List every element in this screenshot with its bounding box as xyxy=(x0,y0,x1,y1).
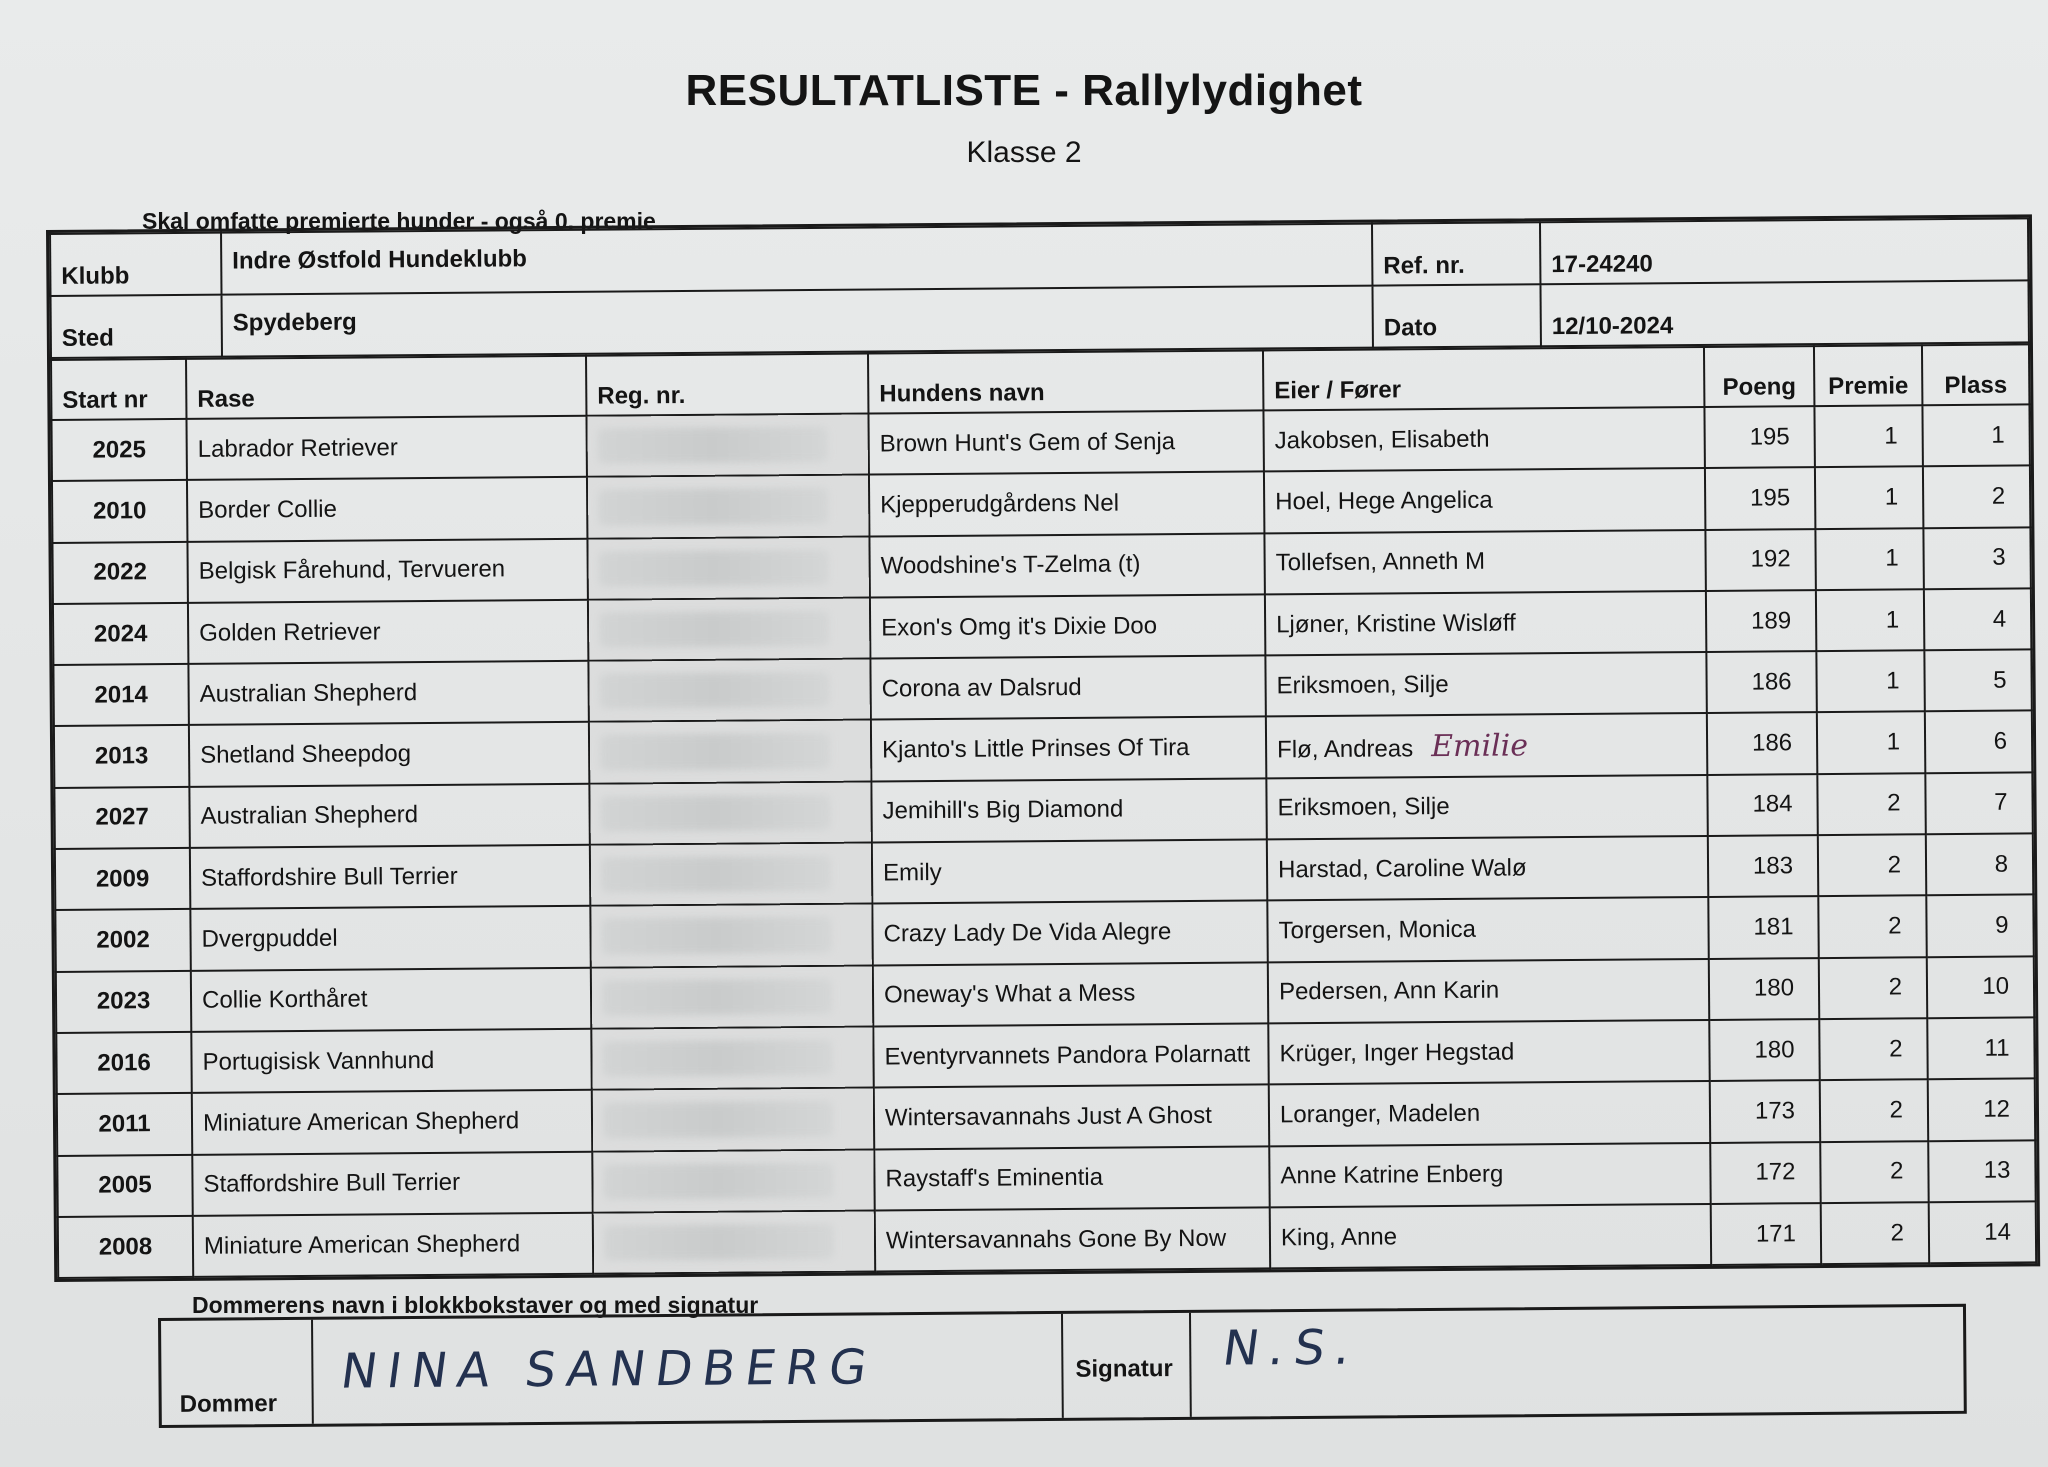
dato-label: Dato xyxy=(1372,284,1540,347)
start-nr: 2027 xyxy=(54,787,189,849)
reg-nr-redacted xyxy=(587,475,869,539)
rase: Miniature American Shepherd xyxy=(192,1090,592,1154)
klubb-label: Klubb xyxy=(50,233,221,296)
premie: 2 xyxy=(1817,773,1925,835)
rase: Dvergpuddel xyxy=(190,906,590,970)
plass: 12 xyxy=(1928,1079,2035,1141)
rase: Australian Shepherd xyxy=(189,784,589,848)
rase: Labrador Retriever xyxy=(186,416,586,480)
rase: Collie Korthåret xyxy=(191,967,591,1031)
hundens-navn: Kjepperudgårdens Nel xyxy=(869,472,1264,536)
start-nr: 2024 xyxy=(53,603,188,665)
premie: 2 xyxy=(1818,834,1926,896)
poeng: 173 xyxy=(1710,1080,1820,1142)
reg-nr-redacted xyxy=(588,597,870,661)
reg-nr-redacted xyxy=(590,904,872,968)
hundens-navn: Eventyrvannets Pandora Polarnatt xyxy=(873,1023,1268,1087)
judge-box xyxy=(158,1304,1967,1428)
judge-caption: Dommerens navn i blokkbokstaver og med signatur xyxy=(192,1292,759,1318)
klubb-value: Indre Østfold Hundeklubb xyxy=(221,224,1372,295)
dommer-label: Dommer xyxy=(179,1390,278,1418)
col-reg: Reg. nr. xyxy=(586,354,868,416)
poeng: 183 xyxy=(1708,835,1818,897)
start-nr: 2009 xyxy=(55,848,190,910)
plass: 7 xyxy=(1925,772,2032,834)
class-subtitle: Klasse 2 xyxy=(966,136,1082,169)
start-nr: 2013 xyxy=(54,725,189,787)
rase: Shetland Sheepdog xyxy=(189,722,589,786)
eier-forer: Anne Katrine Enberg xyxy=(1269,1143,1710,1208)
start-nr: 2011 xyxy=(57,1093,192,1155)
signatur-label-cell xyxy=(1061,1313,1192,1418)
instruction-note: Skal omfatte premierte hunder - også 0. premie xyxy=(142,208,656,234)
col-poeng: Poeng xyxy=(1704,346,1814,407)
reg-nr-redacted xyxy=(589,781,871,845)
premie: 2 xyxy=(1819,1018,1927,1080)
col-start: Start nr xyxy=(51,359,186,420)
reg-nr-redacted xyxy=(592,1149,874,1213)
eier-forer: Krüger, Inger Hegstad xyxy=(1268,1020,1709,1085)
reg-nr-redacted xyxy=(593,1210,875,1274)
poeng: 189 xyxy=(1706,590,1816,652)
plass: 8 xyxy=(1926,833,2033,895)
rase: Australian Shepherd xyxy=(188,661,588,725)
start-nr: 2014 xyxy=(53,664,188,726)
premie: 1 xyxy=(1815,467,1923,529)
start-nr: 2022 xyxy=(52,541,187,603)
dommer-value-cell xyxy=(311,1314,1064,1424)
premie: 2 xyxy=(1818,896,1926,958)
plass: 3 xyxy=(1923,527,2030,589)
reg-nr-redacted xyxy=(591,1026,873,1090)
hundens-navn: Emily xyxy=(872,840,1267,904)
plass: 10 xyxy=(1927,956,2034,1018)
ref-value: 17-24240 xyxy=(1540,218,2028,284)
premie: 2 xyxy=(1820,1080,1928,1142)
hundens-navn: Corona av Dalsrud xyxy=(870,656,1265,720)
rase: Staffordshire Bull Terrier xyxy=(192,1151,592,1215)
plass: 9 xyxy=(1926,895,2033,957)
col-plass: Plass xyxy=(1922,344,2029,405)
hundens-navn: Jemihill's Big Diamond xyxy=(871,778,1266,842)
dommer-handwritten-name: NINA SANDBERG xyxy=(337,1339,881,1400)
eier-forer: Jakobsen, Elisabeth xyxy=(1263,407,1704,472)
premie: 2 xyxy=(1819,957,1927,1019)
hundens-navn: Raystaff's Eminentia xyxy=(874,1146,1269,1210)
plass: 6 xyxy=(1925,711,2032,773)
premie: 2 xyxy=(1820,1141,1928,1203)
ref-label: Ref. nr. xyxy=(1372,222,1540,285)
signatur-label: Signatur xyxy=(1075,1355,1173,1383)
premie: 1 xyxy=(1817,712,1925,774)
premie: 1 xyxy=(1814,405,1922,467)
rase: Portugisisk Vannhund xyxy=(191,1029,591,1093)
poeng: 184 xyxy=(1707,774,1817,836)
plass: 4 xyxy=(1924,588,2031,650)
results-body xyxy=(51,404,2036,1278)
rase: Belgisk Fårehund, Tervueren xyxy=(187,538,587,602)
eier-forer: King, Anne xyxy=(1270,1204,1711,1269)
eier-forer: Loranger, Madelen xyxy=(1269,1081,1710,1146)
start-nr: 2023 xyxy=(56,971,191,1033)
premie: 1 xyxy=(1816,589,1924,651)
poeng: 195 xyxy=(1705,467,1815,529)
plass: 14 xyxy=(1929,1201,2036,1263)
hundens-navn: Wintersavannahs Gone By Now xyxy=(875,1207,1270,1271)
plass: 1 xyxy=(1922,404,2029,466)
poeng: 180 xyxy=(1709,958,1819,1020)
start-nr: 2025 xyxy=(51,419,186,481)
reg-nr-redacted xyxy=(590,843,872,907)
sted-value: Spydeberg xyxy=(222,286,1373,357)
reg-nr-redacted xyxy=(587,536,869,600)
hundens-navn: Exon's Omg it's Dixie Doo xyxy=(870,594,1265,658)
eier-forer: Tollefsen, Anneth M xyxy=(1264,530,1705,595)
premie: 1 xyxy=(1815,528,1923,590)
reg-nr-redacted xyxy=(589,720,871,784)
plass: 5 xyxy=(1924,650,2031,712)
hundens-navn: Woodshine's T-Zelma (t) xyxy=(869,533,1264,597)
eier-forer: Hoel, Hege Angelica xyxy=(1264,468,1705,533)
reg-nr-redacted xyxy=(591,965,873,1029)
hundens-navn: Wintersavannahs Just A Ghost xyxy=(874,1085,1269,1149)
rase: Golden Retriever xyxy=(188,600,588,664)
col-premie: Premie xyxy=(1814,345,1922,406)
col-rase: Rase xyxy=(186,356,586,419)
handwritten-note: Emilie xyxy=(1431,728,1529,764)
poeng: 172 xyxy=(1710,1142,1820,1204)
hundens-navn: Brown Hunt's Gem of Senja xyxy=(868,410,1263,474)
hundens-navn: Oneway's What a Mess xyxy=(873,962,1268,1026)
poeng: 186 xyxy=(1706,651,1816,713)
document-title: RESULTATLISTE - Rallylydighet xyxy=(685,66,1363,115)
premie: 1 xyxy=(1816,650,1924,712)
plass: 13 xyxy=(1928,1140,2035,1202)
start-nr: 2010 xyxy=(52,480,187,542)
reg-nr-redacted xyxy=(588,659,870,723)
eier-forer: Eriksmoen, Silje xyxy=(1266,775,1707,840)
plass: 11 xyxy=(1927,1017,2034,1079)
poeng: 192 xyxy=(1705,529,1815,591)
eier-forer: Flø, Andreas xyxy=(1277,734,1414,763)
poeng: 195 xyxy=(1704,406,1814,468)
rase: Staffordshire Bull Terrier xyxy=(190,845,590,909)
rase: Miniature American Shepherd xyxy=(193,1213,593,1277)
start-nr: 2008 xyxy=(58,1216,193,1278)
poeng: 181 xyxy=(1708,896,1818,958)
rase: Border Collie xyxy=(187,477,587,541)
eier-forer: Pedersen, Ann Karin xyxy=(1268,959,1709,1024)
info-table xyxy=(49,217,2030,359)
eier-forer: Ljøner, Kristine Wisløff xyxy=(1265,591,1706,656)
eier-forer: Harstad, Caroline Walø xyxy=(1267,836,1708,901)
plass: 2 xyxy=(1923,466,2030,528)
eier-forer: Eriksmoen, Silje xyxy=(1265,652,1706,717)
eier-forer-cell xyxy=(1266,713,1707,778)
premie: 2 xyxy=(1821,1202,1929,1264)
start-nr: 2005 xyxy=(57,1154,192,1216)
hundens-navn: Kjanto's Little Prinses Of Tira xyxy=(871,717,1266,781)
reg-nr-redacted xyxy=(586,414,868,478)
results-table xyxy=(50,343,2037,1279)
poeng: 171 xyxy=(1711,1203,1821,1265)
eier-forer: Torgersen, Monica xyxy=(1267,897,1708,962)
start-nr: 2016 xyxy=(56,1032,191,1094)
dato-value: 12/10-2024 xyxy=(1540,280,2028,346)
col-hund: Hundens navn xyxy=(868,350,1263,413)
sted-label: Sted xyxy=(51,295,222,358)
col-eier: Eier / Fører xyxy=(1263,347,1704,410)
dommer-label-cell xyxy=(161,1320,314,1425)
results-sheet xyxy=(46,214,2040,1282)
poeng: 180 xyxy=(1709,1019,1819,1081)
signature: N.S. xyxy=(1219,1319,1364,1377)
hundens-navn: Crazy Lady De Vida Alegre xyxy=(872,901,1267,965)
poeng: 186 xyxy=(1707,713,1817,775)
start-nr: 2002 xyxy=(55,909,190,971)
reg-nr-redacted xyxy=(592,1088,874,1152)
